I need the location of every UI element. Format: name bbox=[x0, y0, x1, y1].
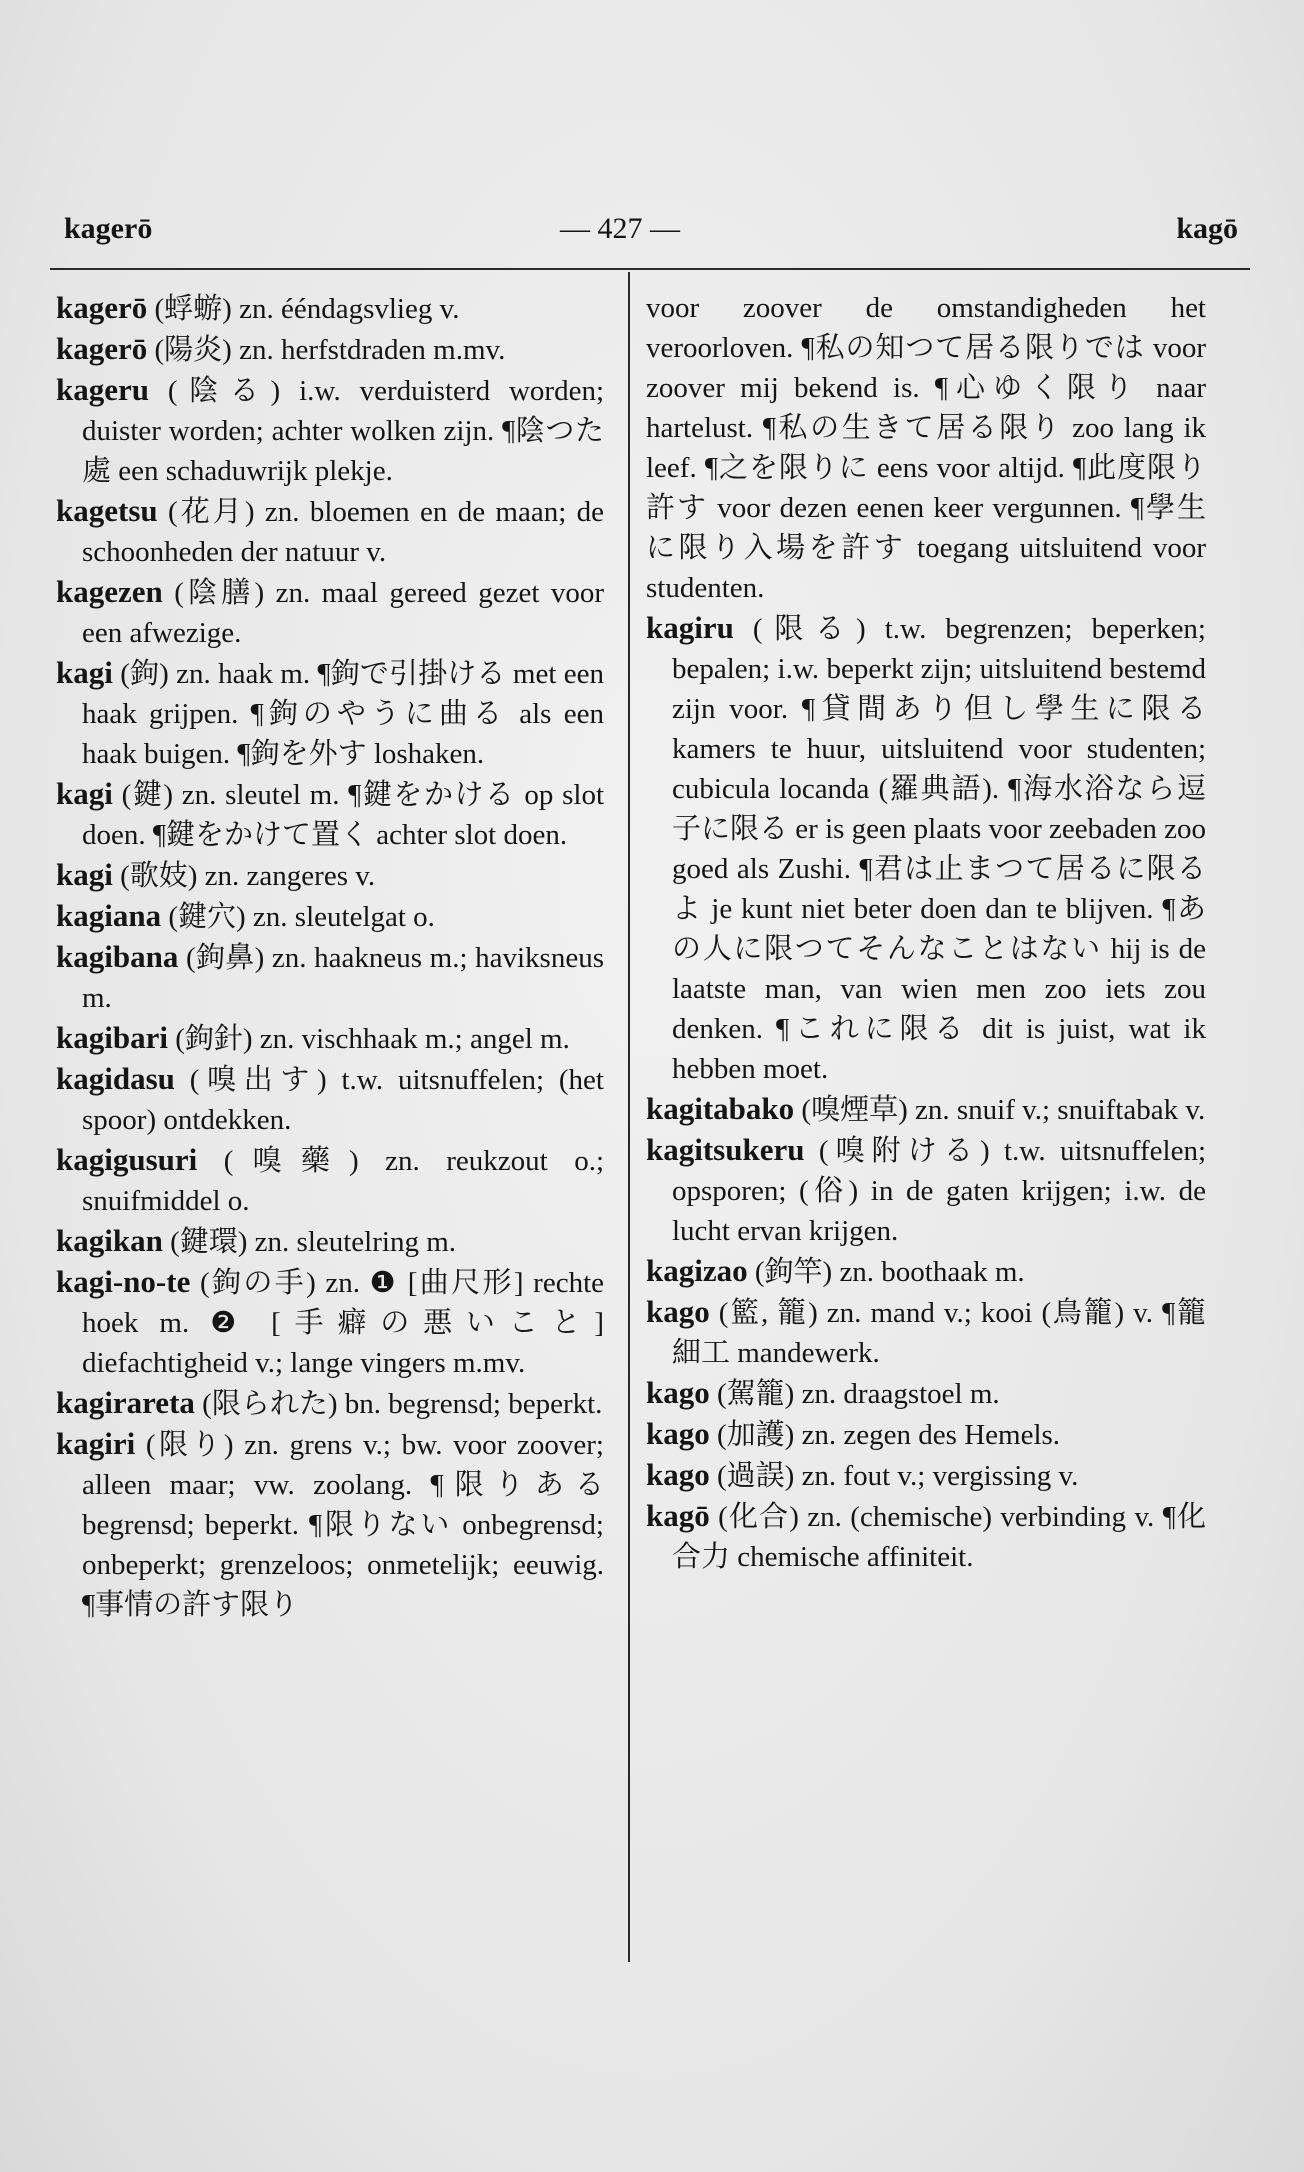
dictionary-entry bbox=[56, 370, 604, 491]
entry-headword: kagiana bbox=[56, 898, 162, 933]
entry-definition: (嗅藥) zn. reukzout o.; snuifmiddel o. bbox=[82, 1145, 604, 1217]
entry-headword: kagitabako bbox=[646, 1091, 795, 1126]
entry-headword: kago bbox=[646, 1416, 710, 1451]
entry-headword: kagigusuri bbox=[56, 1142, 198, 1177]
entry-headword: kago bbox=[646, 1375, 710, 1410]
entry-headword: kagi bbox=[56, 655, 113, 690]
header-rule bbox=[50, 268, 1250, 270]
entry-definition: (陰る) i.w. verduisterd worden; duister worden; achter wolken zijn. ¶陰つた處 een schaduwrijk plekje. bbox=[82, 375, 604, 487]
dictionary-entry bbox=[56, 1059, 604, 1140]
entry-definition: (化合) zn. (chemische) verbinding v. ¶化合力 chemische affiniteit. bbox=[672, 1501, 1206, 1573]
column-divider bbox=[628, 272, 630, 1962]
page-number: — 427 — bbox=[560, 212, 680, 245]
dictionary-entry bbox=[646, 1455, 1206, 1496]
entry-definition: (嗅附ける) t.w. uitsnuffelen; opsporen; (俗) in de gaten krijgen; i.w. de lucht ervan krijgen. bbox=[672, 1135, 1206, 1247]
dictionary-entry bbox=[56, 491, 604, 572]
dictionary-entry bbox=[56, 572, 604, 653]
entry-headword: kageru bbox=[56, 372, 149, 407]
dictionary-entry bbox=[56, 1262, 604, 1383]
entry-definition: (限り) zn. grens v.; bw. voor zoover; alleen maar; vw. zoolang. ¶限りある begrensd; beperkt. ¶限りない onbegrensd; onbeperkt; grenzeloos; onmetelijk; eeuwig. ¶事情の許す限り bbox=[82, 1429, 604, 1621]
entry-definition: (過誤) zn. fout v.; vergissing v. bbox=[709, 1460, 1079, 1492]
dictionary-entry bbox=[646, 1414, 1206, 1455]
dictionary-entry bbox=[56, 1140, 604, 1221]
dictionary-entry bbox=[56, 1424, 604, 1625]
entry-headword: kagi-no-te bbox=[56, 1264, 191, 1299]
entry-definition: voor zoover de omstandigheden het veroorloven. ¶私の知つて居る限りでは voor zoover mij bekend is. ¶心ゆく限り naar hartelust. ¶私の生きて居る限り zoo lang ik leef. ¶之を限りに eens voor altijd. ¶此度限り許す voor dezen eenen keer vergunnen. ¶學生に限り入場を許す toegang uitsluitend voor studenten. bbox=[646, 292, 1206, 604]
entry-headword: kago bbox=[646, 1294, 710, 1329]
entry-headword: kagi bbox=[56, 857, 113, 892]
dictionary-entry bbox=[56, 288, 604, 329]
entry-headword: kagizao bbox=[646, 1253, 748, 1288]
entry-definition: (限る) t.w. begrenzen; beperken; bepalen; i.w. beperkt zijn; uitsluitend bestemd zijn voor. ¶貸間あり但し學生に限る kamers te huur, uitsluitend voor studenten; cubicula locanda (羅典語). ¶海水浴なら逗子に限る er is geen plaats voor zeebaden zoo goed als Zushi. ¶君は止まつて居るに限るよ je kunt niet beter doen dan te blijven. ¶あの人に限つてそんなことはない hij is de laatste man, van wien men zoo iets zou denken. ¶これに限る dit is juist, wat ik hebben moet. bbox=[672, 613, 1206, 1085]
entry-definition: (加護) zn. zegen des Hemels. bbox=[709, 1419, 1061, 1451]
entry-definition: (陰膳) zn. maal gereed gezet voor een afwezige. bbox=[82, 577, 604, 649]
entry-headword: kagirareta bbox=[56, 1385, 195, 1420]
entry-headword: kagiri bbox=[56, 1426, 136, 1461]
entry-headword: kagerō bbox=[56, 331, 148, 366]
dictionary-entry bbox=[646, 608, 1206, 1089]
dictionary-entry bbox=[56, 937, 604, 1018]
entry-definition: (嗅煙草) zn. snuif v.; snuiftabak v. bbox=[794, 1094, 1206, 1126]
entry-definition: (嗅出す) t.w. uitsnuffelen; (het spoor) ontdekken. bbox=[82, 1064, 604, 1136]
dictionary-entry bbox=[646, 288, 1206, 608]
entry-definition: (蜉蝣) zn. ééndagsvlieg v. bbox=[147, 293, 460, 325]
entry-definition: (鉤竿) zn. boothaak m. bbox=[747, 1256, 1025, 1288]
entry-definition: (限られた) bn. begrensd; beperkt. bbox=[194, 1388, 603, 1420]
entry-definition: (歌妓) zn. zangeres v. bbox=[112, 860, 376, 892]
dictionary-entry bbox=[646, 1292, 1206, 1373]
entry-headword: kagezen bbox=[56, 574, 163, 609]
dictionary-entry bbox=[646, 1251, 1206, 1292]
entry-headword: kagiru bbox=[646, 610, 734, 645]
entry-headword: kago bbox=[646, 1457, 710, 1492]
dictionary-entry bbox=[56, 1383, 604, 1424]
entry-headword: kagi bbox=[56, 776, 113, 811]
dictionary-entry bbox=[646, 1496, 1206, 1577]
entry-definition: (鉤針) zn. vischhaak m.; angel m. bbox=[167, 1023, 570, 1055]
entry-headword: kagikan bbox=[56, 1223, 163, 1258]
entry-headword: kagibari bbox=[56, 1020, 168, 1055]
entry-headword: kagō bbox=[646, 1498, 710, 1533]
dictionary-entry bbox=[56, 774, 604, 855]
dictionary-entry bbox=[646, 1130, 1206, 1251]
entry-definition: (陽炎) zn. herfstdraden m.mv. bbox=[147, 334, 506, 366]
left-column bbox=[56, 288, 604, 1625]
header-guide-word-right: kagō bbox=[1176, 212, 1238, 245]
dictionary-entry bbox=[646, 1089, 1206, 1130]
right-column bbox=[646, 288, 1206, 1577]
entry-headword: kagitsukeru bbox=[646, 1132, 805, 1167]
entry-headword: kagerō bbox=[56, 290, 148, 325]
dictionary-entry bbox=[56, 1018, 604, 1059]
dictionary-entry bbox=[56, 855, 604, 896]
entry-definition: (花月) zn. bloemen en de maan; de schoonheden der natuur v. bbox=[82, 496, 604, 568]
header-guide-word-left: kagerō bbox=[64, 212, 153, 245]
entry-headword: kagibana bbox=[56, 939, 179, 974]
dictionary-entry bbox=[646, 1373, 1206, 1414]
entry-definition: (鉤鼻) zn. haakneus m.; haviksneus m. bbox=[82, 942, 604, 1014]
dictionary-entry bbox=[56, 1221, 604, 1262]
entry-definition: (籃, 籠) zn. mand v.; kooi (鳥籠) v. ¶籠細工 mandewerk. bbox=[672, 1297, 1206, 1369]
dictionary-entry bbox=[56, 653, 604, 774]
entry-definition: (鍵環) zn. sleutelring m. bbox=[162, 1226, 457, 1258]
entry-definition: (鍵) zn. sleutel m. ¶鍵をかける op slot doen. ¶鍵をかけて置く achter slot doen. bbox=[82, 779, 604, 851]
dictionary-entry bbox=[56, 329, 604, 370]
entry-headword: kagidasu bbox=[56, 1061, 175, 1096]
entry-definition: (駕籠) zn. draagstoel m. bbox=[709, 1378, 1000, 1410]
entry-headword: kagetsu bbox=[56, 493, 158, 528]
entry-definition: (鉤) zn. haak m. ¶鉤で引掛ける met een haak grijpen. ¶鉤のやうに曲る als een haak buigen. ¶鉤を外す loshaken. bbox=[82, 658, 604, 770]
entry-definition: (鉤の手) zn. ❶ [曲尺形] rechte hoek m. ❷ [手癖の悪いこと] diefachtigheid v.; lange vingers m.mv. bbox=[82, 1267, 604, 1379]
entry-definition: (鍵穴) zn. sleutelgat o. bbox=[161, 901, 435, 933]
dictionary-entry bbox=[56, 896, 604, 937]
